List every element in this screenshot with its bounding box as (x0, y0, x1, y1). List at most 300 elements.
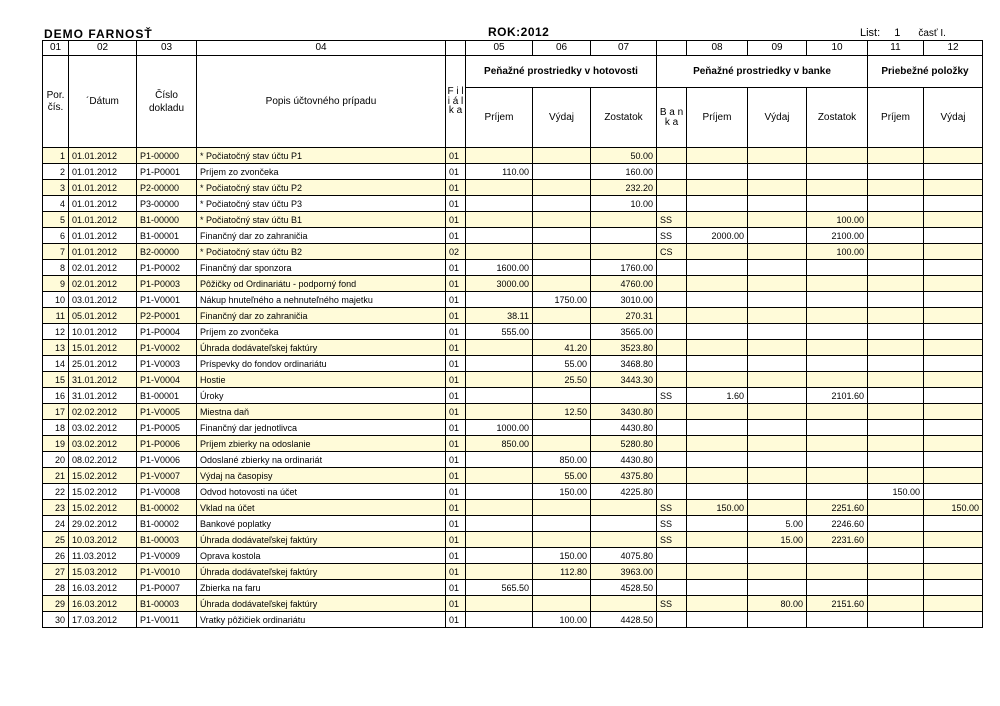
row-bank-expense (748, 212, 807, 228)
row-cash-income: 110.00 (466, 164, 533, 180)
table-row (43, 436, 983, 452)
row-date: 10.01.2012 (69, 324, 137, 340)
header-bank-income: Príjem (687, 88, 748, 148)
header-transit-expense: Výdaj (924, 88, 983, 148)
row-description: Odvod hotovosti na účet (197, 484, 446, 500)
column-number: 03 (137, 41, 197, 56)
row-transit-expense (924, 452, 983, 468)
row-transit-expense (924, 308, 983, 324)
row-bank-expense (748, 420, 807, 436)
row-bank-income (687, 180, 748, 196)
table-row (43, 260, 983, 276)
row-branch: 01 (446, 180, 466, 196)
row-bank-balance (807, 324, 868, 340)
row-bank: SS (657, 516, 687, 532)
table-row (43, 244, 983, 260)
row-cash-expense (533, 500, 591, 516)
row-bank-expense (748, 388, 807, 404)
row-number: 6 (43, 228, 69, 244)
row-transit-income (868, 468, 924, 484)
row-cash-balance: 3963.00 (591, 564, 657, 580)
row-branch: 02 (446, 244, 466, 260)
row-cash-balance (591, 212, 657, 228)
row-branch: 01 (446, 340, 466, 356)
row-cash-income (466, 500, 533, 516)
row-cash-balance (591, 596, 657, 612)
row-branch: 01 (446, 292, 466, 308)
row-bank (657, 484, 687, 500)
table-row (43, 532, 983, 548)
table-row (43, 308, 983, 324)
row-transit-income (868, 260, 924, 276)
row-bank-expense (748, 356, 807, 372)
table-row (43, 340, 983, 356)
row-cash-expense (533, 596, 591, 612)
row-transit-expense (924, 196, 983, 212)
row-bank-income (687, 516, 748, 532)
row-transit-expense (924, 372, 983, 388)
table-row (43, 388, 983, 404)
row-bank-expense (748, 612, 807, 628)
header-cash-income: Príjem (466, 88, 533, 148)
row-bank-expense: 5.00 (748, 516, 807, 532)
row-description: * Počiatočný stav účtu P3 (197, 196, 446, 212)
row-date: 01.01.2012 (69, 244, 137, 260)
row-date: 05.01.2012 (69, 308, 137, 324)
row-branch: 01 (446, 212, 466, 228)
row-doc-number: B1-00000 (137, 212, 197, 228)
row-branch: 01 (446, 164, 466, 180)
row-cash-expense (533, 180, 591, 196)
row-description: * Počiatočný stav účtu P2 (197, 180, 446, 196)
table-row (43, 484, 983, 500)
row-bank-expense (748, 452, 807, 468)
row-cash-expense: 850.00 (533, 452, 591, 468)
row-description: Pôžičky od Ordinariátu - podporný fond (197, 276, 446, 292)
row-bank-expense (748, 372, 807, 388)
row-transit-expense (924, 596, 983, 612)
table-row (43, 596, 983, 612)
column-number: 08 (687, 41, 748, 56)
row-transit-income (868, 164, 924, 180)
row-cash-expense (533, 260, 591, 276)
row-cash-balance: 4225.80 (591, 484, 657, 500)
cash-book-table (42, 40, 983, 628)
row-transit-income (868, 420, 924, 436)
row-cash-balance: 50.00 (591, 148, 657, 164)
column-number: 10 (807, 41, 868, 56)
row-date: 03.01.2012 (69, 292, 137, 308)
row-cash-expense (533, 436, 591, 452)
row-transit-income (868, 388, 924, 404)
row-transit-income (868, 356, 924, 372)
row-transit-expense (924, 148, 983, 164)
row-date: 02.01.2012 (69, 260, 137, 276)
row-transit-income (868, 516, 924, 532)
row-transit-income (868, 580, 924, 596)
row-description: Úroky (197, 388, 446, 404)
row-cash-income (466, 532, 533, 548)
row-transit-income (868, 532, 924, 548)
row-bank-income (687, 164, 748, 180)
row-branch: 01 (446, 276, 466, 292)
row-branch: 01 (446, 228, 466, 244)
table-row (43, 404, 983, 420)
row-bank-expense (748, 436, 807, 452)
row-bank-income (687, 484, 748, 500)
row-date: 25.01.2012 (69, 356, 137, 372)
row-transit-income (868, 372, 924, 388)
row-doc-number: P1-P0004 (137, 324, 197, 340)
row-transit-income (868, 564, 924, 580)
row-date: 16.03.2012 (69, 580, 137, 596)
row-cash-balance: 4528.50 (591, 580, 657, 596)
header-cash-group: Peňažné prostriedky v hotovosti (466, 56, 657, 88)
row-cash-expense: 1750.00 (533, 292, 591, 308)
sheet-label: List: (860, 27, 881, 39)
row-cash-balance: 3468.80 (591, 356, 657, 372)
row-doc-number: P1-P0007 (137, 580, 197, 596)
row-bank-expense (748, 180, 807, 196)
row-number: 8 (43, 260, 69, 276)
row-bank-income (687, 324, 748, 340)
row-bank-balance (807, 196, 868, 212)
row-bank (657, 356, 687, 372)
row-bank-balance (807, 436, 868, 452)
row-number: 28 (43, 580, 69, 596)
row-bank-balance (807, 180, 868, 196)
sheet-info (860, 27, 946, 39)
row-bank-income (687, 196, 748, 212)
row-cash-income: 38.11 (466, 308, 533, 324)
row-branch: 01 (446, 564, 466, 580)
row-bank (657, 564, 687, 580)
row-bank-income (687, 308, 748, 324)
row-branch: 01 (446, 436, 466, 452)
row-branch: 01 (446, 516, 466, 532)
row-transit-income (868, 228, 924, 244)
row-bank-expense (748, 276, 807, 292)
row-description: * Počiatočný stav účtu B1 (197, 212, 446, 228)
row-bank-balance (807, 548, 868, 564)
row-description: Finančný dar zo zahraničia (197, 308, 446, 324)
row-date: 31.01.2012 (69, 372, 137, 388)
row-transit-expense (924, 548, 983, 564)
header-cash-expense: Výdaj (533, 88, 591, 148)
header-cash-balance: Zostatok (591, 88, 657, 148)
row-bank-income (687, 596, 748, 612)
row-bank (657, 404, 687, 420)
row-number: 4 (43, 196, 69, 212)
table-row (43, 148, 983, 164)
row-transit-expense (924, 564, 983, 580)
header-bank-balance: Zostatok (807, 88, 868, 148)
row-cash-balance: 4075.80 (591, 548, 657, 564)
column-number: 11 (868, 41, 924, 56)
row-doc-number: P2-00000 (137, 180, 197, 196)
row-number: 11 (43, 308, 69, 324)
row-description: Zbierka na faru (197, 580, 446, 596)
row-number: 13 (43, 340, 69, 356)
row-bank-income (687, 532, 748, 548)
row-cash-expense (533, 212, 591, 228)
row-description: Úhrada dodávateľskej faktúry (197, 340, 446, 356)
row-branch: 01 (446, 372, 466, 388)
row-cash-income (466, 148, 533, 164)
row-cash-balance (591, 500, 657, 516)
row-date: 02.02.2012 (69, 404, 137, 420)
row-doc-number: P1-V0010 (137, 564, 197, 580)
row-cash-expense (533, 580, 591, 596)
row-cash-income (466, 404, 533, 420)
row-cash-expense (533, 228, 591, 244)
row-date: 17.03.2012 (69, 612, 137, 628)
row-cash-expense (533, 420, 591, 436)
row-cash-income: 565.50 (466, 580, 533, 596)
row-cash-balance: 1760.00 (591, 260, 657, 276)
row-number: 9 (43, 276, 69, 292)
row-doc-number: P1-P0001 (137, 164, 197, 180)
row-cash-income (466, 340, 533, 356)
row-doc-number: P1-V0008 (137, 484, 197, 500)
row-cash-balance: 3010.00 (591, 292, 657, 308)
column-number: 05 (466, 41, 533, 56)
row-number: 14 (43, 356, 69, 372)
table-row (43, 276, 983, 292)
row-doc-number: B1-00001 (137, 228, 197, 244)
row-transit-income (868, 340, 924, 356)
row-bank (657, 340, 687, 356)
row-bank-balance (807, 564, 868, 580)
column-number: 04 (197, 41, 446, 56)
row-bank-expense (748, 196, 807, 212)
row-number: 17 (43, 404, 69, 420)
row-branch: 01 (446, 500, 466, 516)
row-number: 3 (43, 180, 69, 196)
row-bank-balance (807, 164, 868, 180)
row-doc-number: P1-V0007 (137, 468, 197, 484)
row-doc-number: P1-V0003 (137, 356, 197, 372)
row-bank-income (687, 404, 748, 420)
row-date: 16.03.2012 (69, 596, 137, 612)
row-transit-income (868, 196, 924, 212)
header-bank-group: Peňažné prostriedky v banke (657, 56, 868, 88)
row-cash-balance: 3443.30 (591, 372, 657, 388)
row-cash-income (466, 452, 533, 468)
row-bank-expense (748, 500, 807, 516)
row-cash-balance: 3565.00 (591, 324, 657, 340)
page-header (0, 0, 1000, 40)
row-number: 21 (43, 468, 69, 484)
row-branch: 01 (446, 612, 466, 628)
table-row (43, 452, 983, 468)
row-cash-expense (533, 388, 591, 404)
header-date: ´Dátum (69, 56, 137, 148)
row-cash-balance: 4430.80 (591, 420, 657, 436)
row-bank-balance (807, 404, 868, 420)
row-cash-income (466, 180, 533, 196)
header-transit-income: Príjem (868, 88, 924, 148)
row-cash-expense (533, 532, 591, 548)
header-doc-no: Číslo dokladu (137, 56, 197, 148)
header-bank: B a n k a (657, 88, 687, 148)
row-bank-balance (807, 356, 868, 372)
row-bank-expense (748, 260, 807, 276)
row-cash-balance: 3430.80 (591, 404, 657, 420)
row-cash-income (466, 516, 533, 532)
row-number: 2 (43, 164, 69, 180)
row-transit-income (868, 436, 924, 452)
table-row (43, 548, 983, 564)
row-transit-income (868, 612, 924, 628)
row-transit-expense (924, 276, 983, 292)
row-bank: SS (657, 532, 687, 548)
row-transit-income (868, 324, 924, 340)
row-description: Vratky pôžičiek ordinariátu (197, 612, 446, 628)
row-bank (657, 468, 687, 484)
row-date: 01.01.2012 (69, 148, 137, 164)
row-branch: 01 (446, 404, 466, 420)
row-transit-expense (924, 388, 983, 404)
row-description: Úhrada dodávateľskej faktúry (197, 564, 446, 580)
row-doc-number: B1-00002 (137, 516, 197, 532)
row-date: 01.01.2012 (69, 180, 137, 196)
row-doc-number: P1-V0001 (137, 292, 197, 308)
row-bank-balance (807, 420, 868, 436)
row-description: Úhrada dodávateľskej faktúry (197, 532, 446, 548)
row-bank: SS (657, 388, 687, 404)
table-body (43, 148, 983, 628)
column-number-row (43, 41, 983, 56)
row-branch: 01 (446, 148, 466, 164)
row-cash-expense: 25.50 (533, 372, 591, 388)
table-row (43, 212, 983, 228)
row-transit-expense (924, 404, 983, 420)
row-number: 7 (43, 244, 69, 260)
row-bank-expense (748, 228, 807, 244)
row-branch: 01 (446, 196, 466, 212)
row-branch: 01 (446, 356, 466, 372)
row-bank-income (687, 212, 748, 228)
row-bank: SS (657, 596, 687, 612)
row-bank-income (687, 468, 748, 484)
row-branch: 01 (446, 580, 466, 596)
row-description: * Počiatočný stav účtu B2 (197, 244, 446, 260)
row-bank-income (687, 420, 748, 436)
row-doc-number: B1-00002 (137, 500, 197, 516)
row-cash-income (466, 212, 533, 228)
row-bank-balance: 2101.60 (807, 388, 868, 404)
row-transit-income (868, 308, 924, 324)
row-bank-income: 1.60 (687, 388, 748, 404)
row-cash-income: 1600.00 (466, 260, 533, 276)
row-doc-number: P1-P0006 (137, 436, 197, 452)
row-description: Oprava kostola (197, 548, 446, 564)
row-bank-expense (748, 292, 807, 308)
row-description: Príspevky do fondov ordinariátu (197, 356, 446, 372)
row-branch: 01 (446, 532, 466, 548)
row-transit-expense (924, 340, 983, 356)
row-number: 25 (43, 532, 69, 548)
row-description: Hostie (197, 372, 446, 388)
row-number: 19 (43, 436, 69, 452)
row-bank-income (687, 612, 748, 628)
row-date: 03.02.2012 (69, 436, 137, 452)
row-bank-income (687, 260, 748, 276)
row-transit-expense (924, 164, 983, 180)
row-bank-income (687, 452, 748, 468)
organization-name: DEMO FARNOSŤ (44, 27, 153, 41)
row-transit-expense (924, 356, 983, 372)
row-cash-income (466, 564, 533, 580)
row-bank (657, 180, 687, 196)
row-bank (657, 260, 687, 276)
row-bank (657, 420, 687, 436)
row-cash-income (466, 196, 533, 212)
row-bank: SS (657, 228, 687, 244)
row-bank (657, 548, 687, 564)
row-date: 03.02.2012 (69, 420, 137, 436)
year-label: ROK:2012 (488, 25, 550, 39)
row-doc-number: B1-00003 (137, 596, 197, 612)
row-cash-balance: 160.00 (591, 164, 657, 180)
row-bank-balance: 2231.60 (807, 532, 868, 548)
row-cash-expense: 12.50 (533, 404, 591, 420)
row-bank (657, 148, 687, 164)
row-branch: 01 (446, 468, 466, 484)
row-bank-expense (748, 548, 807, 564)
row-date: 01.01.2012 (69, 164, 137, 180)
row-bank (657, 292, 687, 308)
row-transit-expense (924, 260, 983, 276)
row-cash-expense: 150.00 (533, 484, 591, 500)
row-bank-expense (748, 308, 807, 324)
row-number: 30 (43, 612, 69, 628)
row-description: * Počiatočný stav účtu P1 (197, 148, 446, 164)
row-bank-balance (807, 580, 868, 596)
row-bank-income (687, 340, 748, 356)
row-bank-income (687, 580, 748, 596)
row-cash-expense (533, 308, 591, 324)
table-row (43, 196, 983, 212)
row-doc-number: P1-P0005 (137, 420, 197, 436)
row-cash-income: 3000.00 (466, 276, 533, 292)
row-cash-balance: 270.31 (591, 308, 657, 324)
row-cash-expense (533, 148, 591, 164)
row-transit-income (868, 452, 924, 468)
row-description: Odoslané zbierky na ordinariát (197, 452, 446, 468)
row-branch: 01 (446, 596, 466, 612)
row-cash-expense: 112.80 (533, 564, 591, 580)
row-bank (657, 436, 687, 452)
row-cash-balance: 3523.80 (591, 340, 657, 356)
row-description: Nákup hnuteľného a nehnuteľného majetku (197, 292, 446, 308)
row-transit-expense (924, 532, 983, 548)
row-description: Príjem zo zvončeka (197, 324, 446, 340)
row-number: 27 (43, 564, 69, 580)
row-cash-expense: 55.00 (533, 356, 591, 372)
table-row (43, 516, 983, 532)
row-bank-balance (807, 340, 868, 356)
row-number: 20 (43, 452, 69, 468)
row-transit-expense (924, 228, 983, 244)
row-description: Úhrada dodávateľskej faktúry (197, 596, 446, 612)
column-number: 07 (591, 41, 657, 56)
row-bank-expense (748, 244, 807, 260)
row-number: 24 (43, 516, 69, 532)
row-bank-income (687, 292, 748, 308)
row-bank-income: 2000.00 (687, 228, 748, 244)
